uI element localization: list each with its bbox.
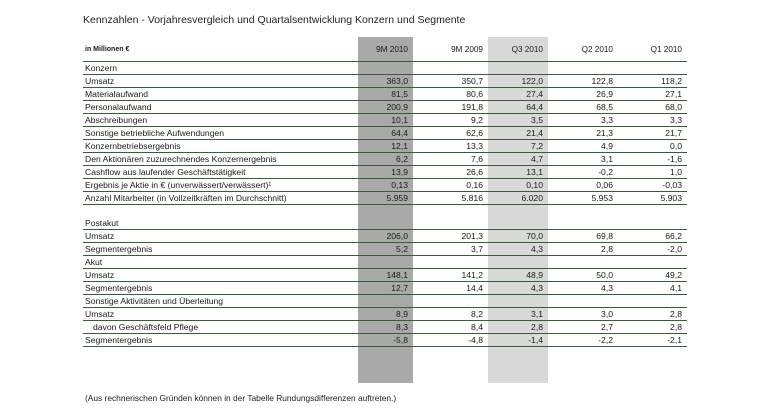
table-cell: 64,4 (358, 127, 413, 140)
table-cell: 6.020 (488, 192, 548, 205)
table-row (83, 243, 687, 256)
table-cell: -4,8 (413, 334, 488, 347)
column-header: Q3 2010 (488, 37, 548, 62)
table-cell: 2,8 (548, 243, 618, 256)
table-cell: 4,3 (548, 282, 618, 295)
table-row (83, 166, 687, 179)
table-cell: 4,3 (488, 282, 548, 295)
table-cell: -1,4 (488, 334, 548, 347)
table-cell: 48,9 (488, 269, 548, 282)
table-cell: -0,2 (548, 166, 618, 179)
table-row (83, 101, 687, 114)
row-label: Umsatz (83, 308, 358, 321)
table-cell: 66,2 (618, 230, 687, 243)
table-cell: 69,8 (548, 230, 618, 243)
table-cell: 141,2 (413, 269, 488, 282)
table-cell: 70,0 (488, 230, 548, 243)
table-cell: 49,2 (618, 269, 687, 282)
table-cell: -5,8 (358, 334, 413, 347)
table-cell: 6,2 (358, 153, 413, 166)
table-row (83, 230, 687, 243)
table-cell: 8,2 (413, 308, 488, 321)
row-label: Anzahl Mitarbeiter (in Vollzeitkräften im Durchschnitt) (83, 192, 358, 205)
table-cell: 148,1 (358, 269, 413, 282)
table-cell: 0,16 (413, 179, 488, 192)
footnote: (Aus rechnerischen Gründen können in der Tabelle Rundungsdifferenzen auftreten.) (85, 393, 397, 403)
table-row (83, 153, 687, 166)
table-cell: 3,3 (618, 114, 687, 127)
section-header-row (83, 256, 687, 269)
table-cell: 2,8 (618, 308, 687, 321)
table-cell: 21,4 (488, 127, 548, 140)
table-cell: 13,9 (358, 166, 413, 179)
table-cell: 3,7 (413, 243, 488, 256)
table-row (83, 88, 687, 101)
table-cell: 5.816 (413, 192, 488, 205)
table-cell: -2,1 (618, 334, 687, 347)
table-cell: 3,3 (548, 114, 618, 127)
table-cell: 7,6 (413, 153, 488, 166)
table-cell: 5.953 (548, 192, 618, 205)
table-cell: 3,1 (488, 308, 548, 321)
table-cell: 68,0 (618, 101, 687, 114)
table-cell: 21,7 (618, 127, 687, 140)
row-label: Den Aktionären zuzurechnendes Konzernergebnis (83, 153, 358, 166)
table-cell: 122,8 (548, 75, 618, 88)
table-cell: 14,4 (413, 282, 488, 295)
table-row (83, 334, 687, 347)
table-row (83, 179, 687, 192)
table-cell: 206,0 (358, 230, 413, 243)
table-cell: 26,6 (413, 166, 488, 179)
row-label: Umsatz (83, 269, 358, 282)
column-header: 9M 2009 (413, 37, 488, 62)
table-cell: 12,7 (358, 282, 413, 295)
section-header-row (83, 295, 687, 308)
table-cell: 64,4 (488, 101, 548, 114)
table-cell: 26,9 (548, 88, 618, 101)
table-cell: -2,2 (548, 334, 618, 347)
table-cell: 80,6 (413, 88, 488, 101)
table-cell: 0,13 (358, 179, 413, 192)
row-label: Umsatz (83, 230, 358, 243)
table-cell: 5.903 (618, 192, 687, 205)
table-row (83, 114, 687, 127)
table-row (83, 282, 687, 295)
row-label: Materialaufwand (83, 88, 358, 101)
table-cell: 13,3 (413, 140, 488, 153)
table-cell: 9,2 (413, 114, 488, 127)
table-cell: -1,6 (618, 153, 687, 166)
row-label: Ergebnis je Aktie in € (unverwässert/verwässert)¹ (83, 179, 358, 192)
table-cell: 122,0 (488, 75, 548, 88)
column-header: Q2 2010 (548, 37, 618, 62)
row-label: Abschreibungen (83, 114, 358, 127)
unit-label: in Millionen € (83, 37, 358, 62)
row-label: Konzernbetriebsergebnis (83, 140, 358, 153)
table-cell: 191,8 (413, 101, 488, 114)
table-cell: 21,3 (548, 127, 618, 140)
table-cell: 4,7 (488, 153, 548, 166)
table-cell: 0,0 (618, 140, 687, 153)
table-cell: 2,7 (548, 321, 618, 334)
table-cell: 200,9 (358, 101, 413, 114)
section-header-row (83, 217, 687, 230)
table-cell: 8,9 (358, 308, 413, 321)
table-cell: 7,2 (488, 140, 548, 153)
table-cell: 1,0 (618, 166, 687, 179)
spacer-row (83, 205, 687, 218)
table-cell: 2,8 (618, 321, 687, 334)
table-cell: 2,8 (488, 321, 548, 334)
section-label: Postakut (83, 217, 358, 230)
table-cell: 4,3 (488, 243, 548, 256)
row-label: davon Geschäftsfeld Pflege (83, 321, 358, 334)
table-cell: 8,3 (358, 321, 413, 334)
table-cell: 3,1 (548, 153, 618, 166)
table-cell: 4,1 (618, 282, 687, 295)
table-cell: 81,5 (358, 88, 413, 101)
column-header: 9M 2010 (358, 37, 413, 62)
table-row (83, 75, 687, 88)
table-cell: 3,0 (548, 308, 618, 321)
section-label: Sonstige Aktivitäten und Überleitung (83, 295, 358, 308)
table-cell: 5,2 (358, 243, 413, 256)
table-cell: 201,3 (413, 230, 488, 243)
table-row (83, 269, 687, 282)
section-label: Konzern (83, 62, 358, 75)
table-cell: 118,2 (618, 75, 687, 88)
section-label: Akut (83, 256, 358, 269)
row-label: Cashflow aus laufender Geschäftstätigkeit (83, 166, 358, 179)
table-cell: 0,06 (548, 179, 618, 192)
table-cell: 3,5 (488, 114, 548, 127)
table-cell: 12,1 (358, 140, 413, 153)
section-header-row (83, 62, 687, 75)
table-row (83, 321, 687, 334)
table-cell: -0,03 (618, 179, 687, 192)
row-label: Segmentergebnis (83, 334, 358, 347)
table-cell: 10,1 (358, 114, 413, 127)
table-cell: 50,0 (548, 269, 618, 282)
table-header-row (83, 37, 687, 62)
table-row (83, 140, 687, 153)
table-cell: 27,1 (618, 88, 687, 101)
key-figures-table (83, 37, 687, 347)
table-cell: 4,9 (548, 140, 618, 153)
page-title: Kennzahlen - Vorjahresvergleich und Quartalsentwicklung Konzern und Segmente (83, 14, 466, 26)
table-cell: 68,5 (548, 101, 618, 114)
key-figures-table-container (83, 37, 687, 383)
row-label: Segmentergebnis (83, 243, 358, 256)
table-cell: 350,7 (413, 75, 488, 88)
table-cell: 8,4 (413, 321, 488, 334)
table-cell: -2,0 (618, 243, 687, 256)
table-cell: 5.959 (358, 192, 413, 205)
table-cell: 27,4 (488, 88, 548, 101)
table-row (83, 127, 687, 140)
row-label: Umsatz (83, 75, 358, 88)
column-header: Q1 2010 (618, 37, 687, 62)
row-label: Personalaufwand (83, 101, 358, 114)
table-cell: 0,10 (488, 179, 548, 192)
table-row (83, 192, 687, 205)
row-label: Sonstige betriebliche Aufwendungen (83, 127, 358, 140)
row-label: Segmentergebnis (83, 282, 358, 295)
table-row (83, 308, 687, 321)
table-cell: 62,6 (413, 127, 488, 140)
table-cell: 13,1 (488, 166, 548, 179)
table-cell: 363,0 (358, 75, 413, 88)
